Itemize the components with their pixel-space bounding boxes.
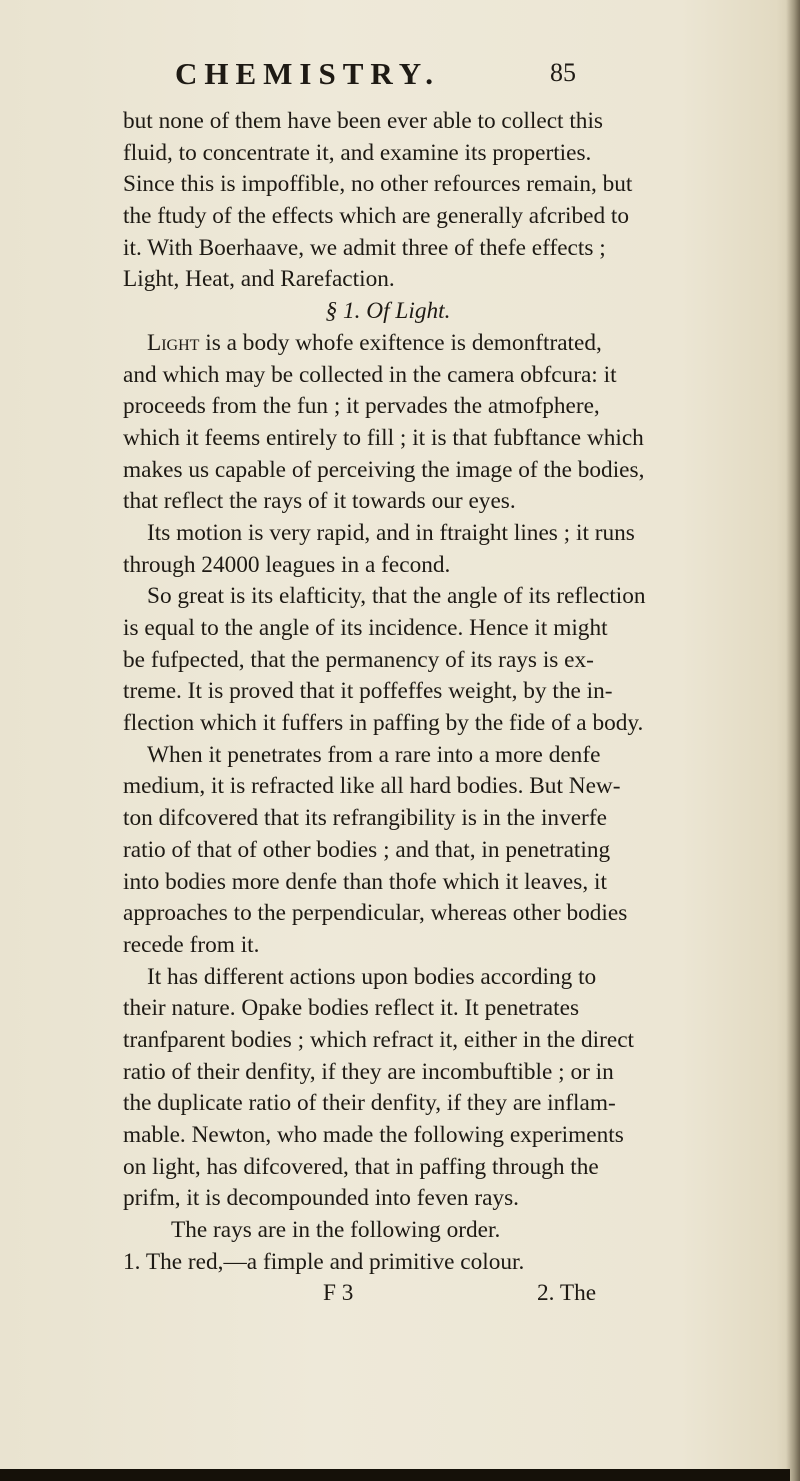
text-line: that reflect the rays of it towards our eyes. [123,488,516,515]
text-line: the duplicate ratio of their denfity, if they are inflam- [123,1090,616,1117]
section-heading: § 1. Of Light. [325,298,451,325]
text-line: it. With Boerhaave, we admit three of thefe effects ; [123,234,606,261]
page-header [175,56,575,96]
text-line: treme. It is proved that it poffeffes weight, by the in- [123,678,613,705]
list-item: 1. The red,—a fimple and primitive colour. [123,1248,525,1275]
text-line: Light, Heat, and Rarefaction. [123,266,395,293]
text-line: and which may be collected in the camera obfcura: it [123,361,617,388]
text-line: approaches to the perpendicular, whereas other bodies [123,900,628,927]
text-line: flection which it fuffers in paffing by the fide of a body. [123,710,644,737]
text-line: proceeds from the fun ; it pervades the atmofphere, [123,393,600,420]
paragraph-first-line: It has different actions upon bodies according to [147,963,597,990]
page-footer [123,1278,653,1310]
scan-bottom-border [0,1469,790,1481]
text-line: is equal to the angle of its incidence. Hence it might [123,615,608,641]
text-line: tranfparent bodies ; which refract it, either in the direct [123,1026,635,1053]
text-line: their nature. Opake bodies reflect it. It penetrates [123,995,580,1022]
text-line: which it feems entirely to fill ; it is that fubftance which [123,424,644,451]
page-edge-shadow [786,0,800,1481]
text-line: fluid, to concentrate it, and examine its properties. [123,139,592,166]
signature-mark: F 3 [323,1280,354,1307]
page-text [123,106,653,1310]
text-line: medium, it is refracted like all hard bodies. But New- [123,773,621,800]
text-line: but none of them have been ever able to collect this [123,108,603,134]
text-line: on light, has difcovered, that in paffing through the [123,1153,599,1180]
text-line: the ftudy of the effects which are generally afcribed to [123,203,630,230]
page-number: 85 [550,58,576,87]
text-line: ratio of their denfity, if they are incombuftible ; or in [123,1058,614,1085]
text-line: ton difcovered that its refrangibility is in the inverfe [123,805,607,832]
paragraph-first-line [123,328,653,360]
text-line: into bodies more denfe than thofe which it leaves, it [123,868,607,895]
text-line: prifm, it is decompounded into feven rays. [123,1185,519,1212]
text-fragment: is a body whofe exiftence is demonftrated, [199,329,602,356]
text-line: mable. Newton, who made the following experiments [123,1122,624,1148]
text-line: through 24000 leagues in a fecond. [123,551,451,578]
text-line: ratio of that of other bodies ; and that, in penetrating [123,836,611,863]
text-line: be fufpected, that the permanency of its rays is ex- [123,646,594,673]
catchword: 2. The [537,1280,597,1307]
text-line: When it penetrates from a rare into a more denfe [147,741,601,768]
paragraph-first-line: Its motion is very rapid, and in ftraight lines ; it runs [147,519,635,546]
text-line: makes us capable of perceiving the image of the bodies, [123,456,645,483]
paragraph-first-line: The rays are in the following order. [171,1217,501,1244]
text-line: recede from it. [123,931,260,958]
running-title: CHEMISTRY. [175,56,441,91]
lead-word-smallcaps: Light [147,329,200,356]
text-line: Since this is impoffible, no other refources remain, but [123,171,633,198]
paragraph-first-line: So great is its elafticity, that the angle of its reflection [147,583,646,610]
